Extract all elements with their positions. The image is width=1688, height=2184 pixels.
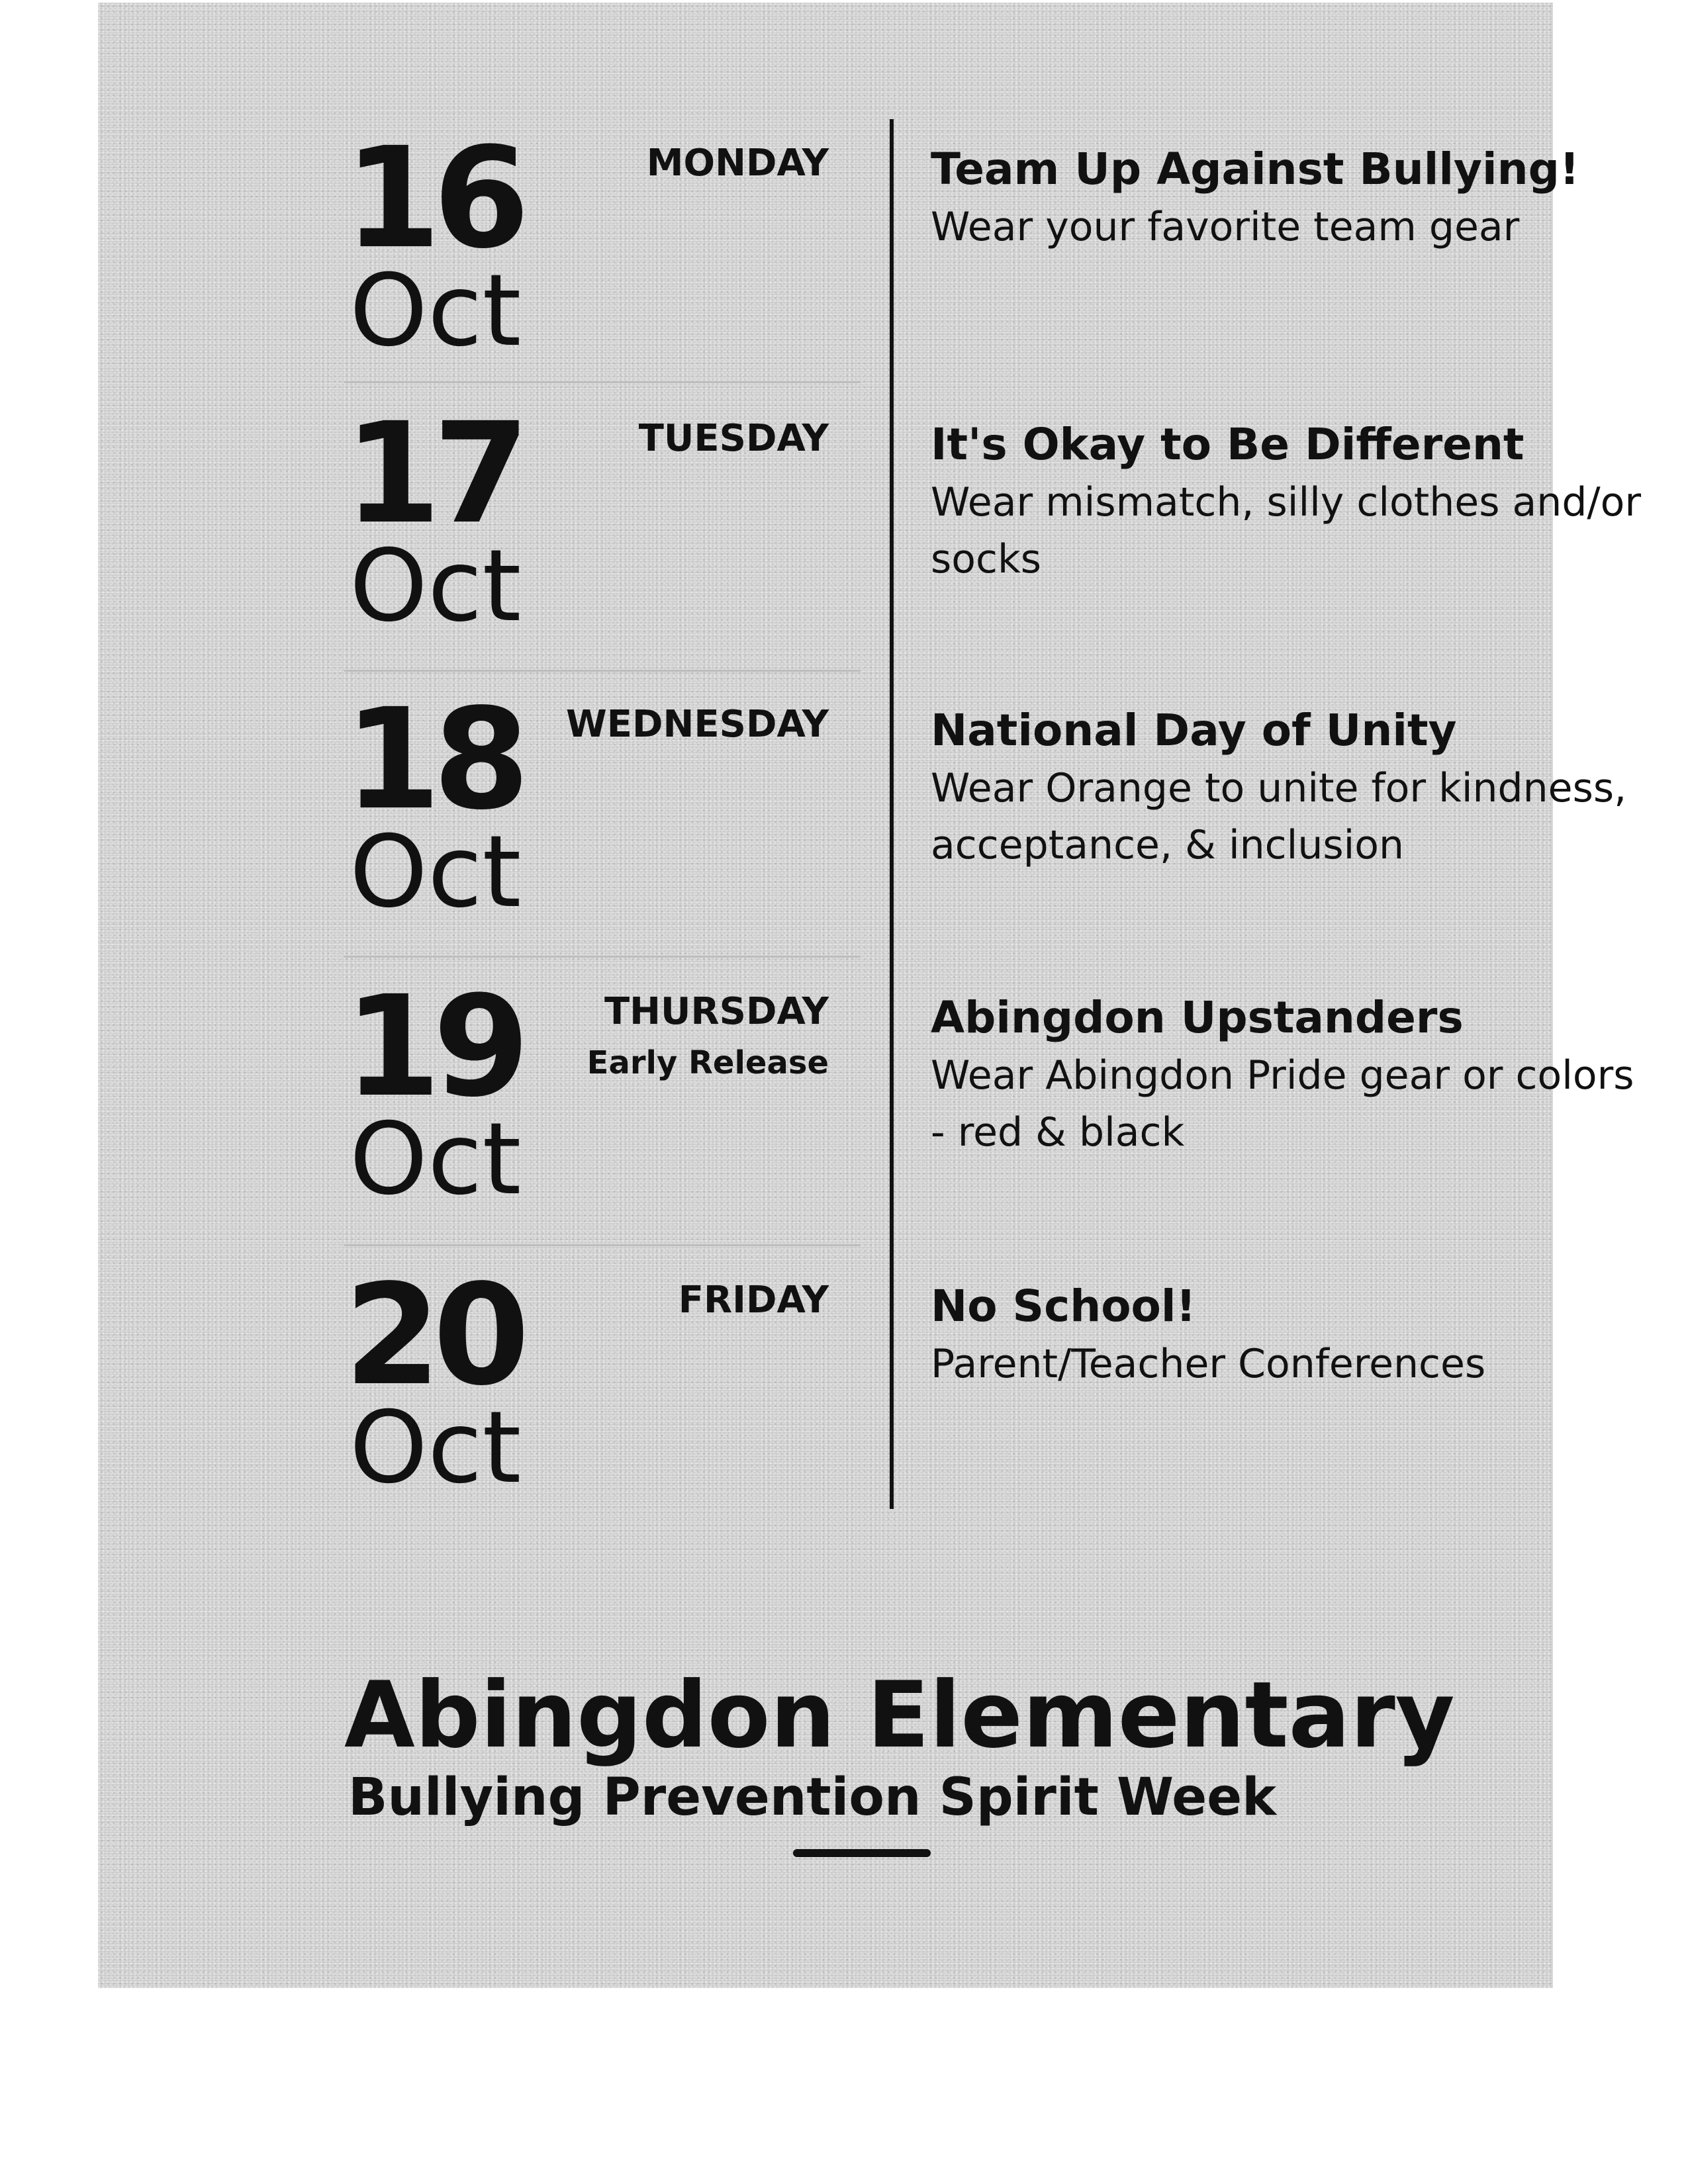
event-description: Wear Orange to unite for kindness, acceptance, & inclusion (931, 765, 1627, 868)
event-title: National Day of Unity (931, 705, 1457, 756)
event-description: Wear Abingdon Pride gear or colors - red & black (931, 1052, 1634, 1156)
event-title: Abingdon Upstanders (931, 992, 1464, 1043)
weekday-label: WEDNESDAY (566, 703, 829, 746)
row-divider (344, 956, 861, 958)
row-divider (344, 381, 861, 383)
schedule-row-wednesday (344, 678, 1627, 985)
day-number: 17 (344, 392, 522, 555)
vertical-divider-line (890, 119, 894, 1509)
event-title: It's Okay to Be Different (931, 419, 1524, 470)
accent-underline (793, 1849, 931, 1857)
day-number: 20 (344, 1254, 522, 1416)
schedule-row-tuesday (344, 392, 1641, 699)
row-divider (344, 1244, 861, 1246)
weekday-label: TUESDAY (638, 417, 829, 460)
month-label: Oct (350, 253, 522, 369)
weekday-label: MONDAY (646, 142, 829, 185)
schedule-row-monday (344, 117, 1579, 424)
event-description: Wear your favorite team gear (931, 204, 1520, 250)
month-label: Oct (350, 815, 522, 930)
schedule-row-thursday (344, 966, 1634, 1272)
day-number: 16 (344, 117, 522, 279)
flyer-background (98, 3, 1641, 1988)
weekday-label: THURSDAY (604, 990, 829, 1033)
school-name-heading: Abingdon Elementary (344, 1662, 1455, 1768)
schedule-row-friday (344, 1254, 1523, 1561)
day-number: 19 (344, 966, 522, 1128)
month-label: Oct (350, 529, 522, 644)
event-name-subheading: Bullying Prevention Spirit Week (348, 1768, 1276, 1827)
event-title: Team Up Against Bullying! (931, 144, 1579, 195)
event-title: No School! (931, 1281, 1196, 1332)
month-label: Oct (350, 1390, 522, 1506)
event-description: Parent/Teacher Conferences (931, 1341, 1486, 1387)
event-description: Wear mismatch, silly clothes and/or socks (931, 479, 1641, 582)
month-label: Oct (350, 1102, 522, 1217)
weekday-label: FRIDAY (678, 1279, 829, 1322)
row-divider (344, 670, 861, 672)
day-number: 18 (344, 678, 522, 841)
early-release-note: Early Release (586, 1044, 829, 1081)
